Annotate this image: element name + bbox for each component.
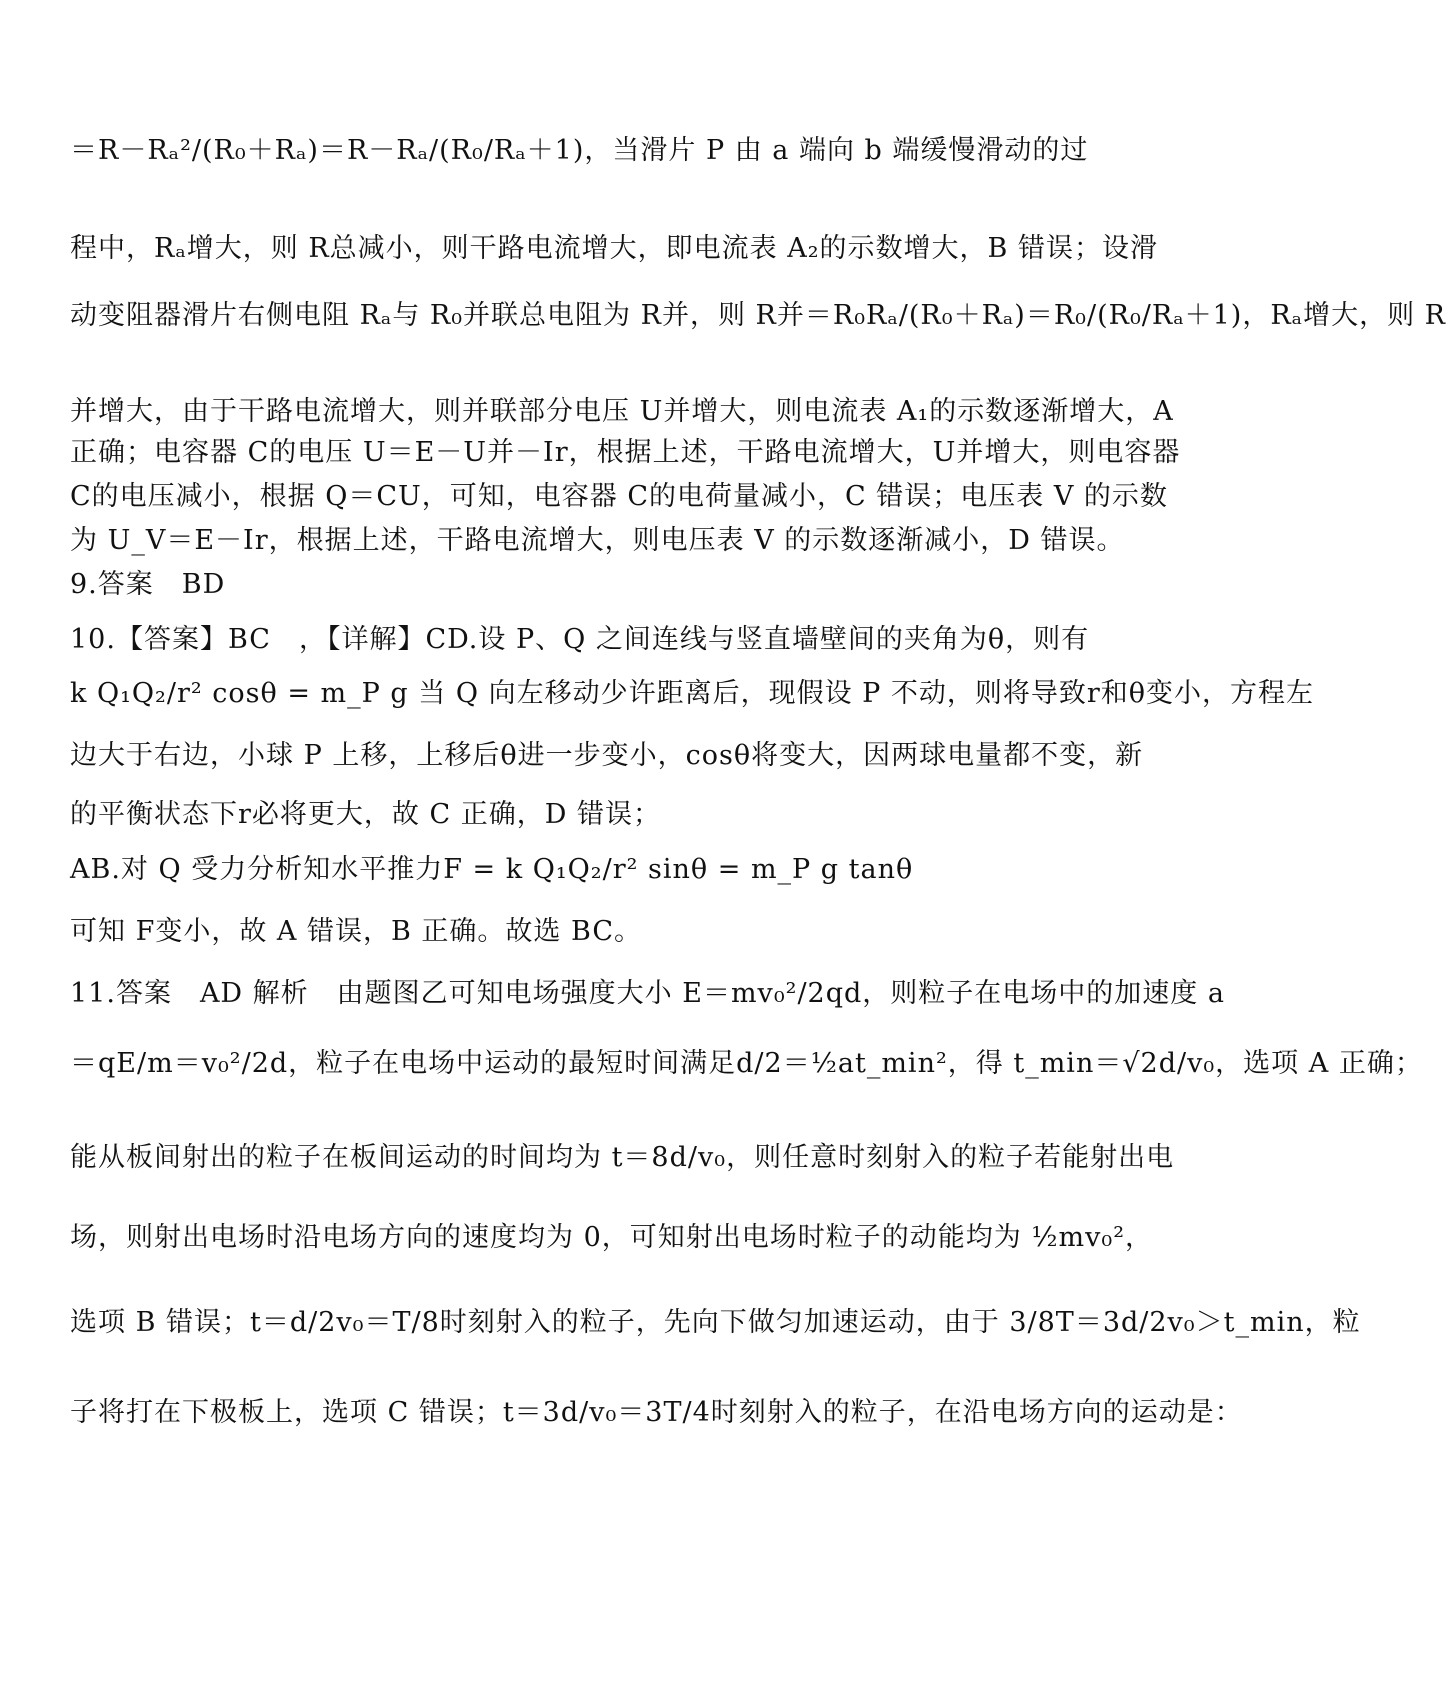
text-line: 能从板间射出的粒子在板间运动的时间均为 t＝8d/v₀，则任意时刻射入的粒子若能射出电 [70,1142,1175,1173]
text-line: 程中，Rₐ增大，则 R总减小，则干路电流增大，即电流表 A₂的示数增大，B 错误；设滑 [70,233,1158,264]
text-line: 为 U_V＝E－Ir，根据上述，干路电流增大，则电压表 V 的示数逐渐减小，D 错误。 [70,525,1125,556]
text-line: 并增大，由于干路电流增大，则并联部分电压 U并增大，则电流表 A₁的示数逐渐增大，A [70,396,1174,427]
text-line: k Q₁Q₂/r² cosθ = m_P g 当 Q 向左移动少许距离后，现假设 P 不动，则将导致r和θ变小，方程左 [70,678,1315,709]
text-line: AB.对 Q 受力分析知水平推力F = k Q₁Q₂/r² sinθ = m_P g tanθ [70,854,914,885]
text-line: 11.答案 AD 解析 由题图乙可知电场强度大小 E＝mv₀²/2qd，则粒子在电场中的加速度 a [70,978,1225,1009]
text-line: 10.【答案】BC ，【详解】CD.设 P、Q 之间连线与竖直墙壁间的夹角为θ，则有 [70,624,1090,655]
text-line: 场，则射出电场时沿电场方向的速度均为 0，可知射出电场时粒子的动能均为 ½mv₀²， [70,1222,1154,1253]
text-line: 的平衡状态下r必将更大，故 C 正确，D 错误； [70,799,661,830]
text-line: 选项 B 错误；t＝d/2v₀＝T/8时刻射入的粒子，先向下做匀加速运动，由于 3/8T＝3d/2v₀＞t_min，粒 [70,1307,1361,1338]
text-line: 动变阻器滑片右侧电阻 Rₐ与 R₀并联总电阻为 R并，则 R并＝R₀Rₐ/(R₀＋Rₐ)＝R₀/(R₀/Rₐ＋1)，Rₐ增大，则 R [70,300,1446,331]
text-line: 边大于右边，小球 P 上移，上移后θ进一步变小，cosθ将变大，因两球电量都不变，新 [70,740,1144,771]
text-line: ＝R－Rₐ²/(R₀＋Rₐ)＝R－Rₐ/(R₀/Rₐ＋1)，当滑片 P 由 a 端向 b 端缓慢滑动的过 [70,135,1089,166]
text-line: 正确；电容器 C的电压 U＝E－U并－Ir，根据上述，干路电流增大，U并增大，则电容器 [70,437,1181,468]
text-line: 9.答案 BD [70,569,226,600]
text-line: 子将打在下极板上，选项 C 错误；t＝3d/v₀＝3T/4时刻射入的粒子，在沿电场方向的运动是： [70,1397,1243,1428]
text-line: C的电压减小，根据 Q＝CU，可知，电容器 C的电荷量减小，C 错误；电压表 V 的示数 [70,481,1168,512]
text-line: 可知 F变小，故 A 错误，B 正确。故选 BC。 [70,916,642,947]
text-line: ＝qE/m＝v₀²/2d，粒子在电场中运动的最短时间满足d/2＝½at_min²，得 t_min＝√2d/v₀，选项 A 正确； [70,1048,1423,1079]
